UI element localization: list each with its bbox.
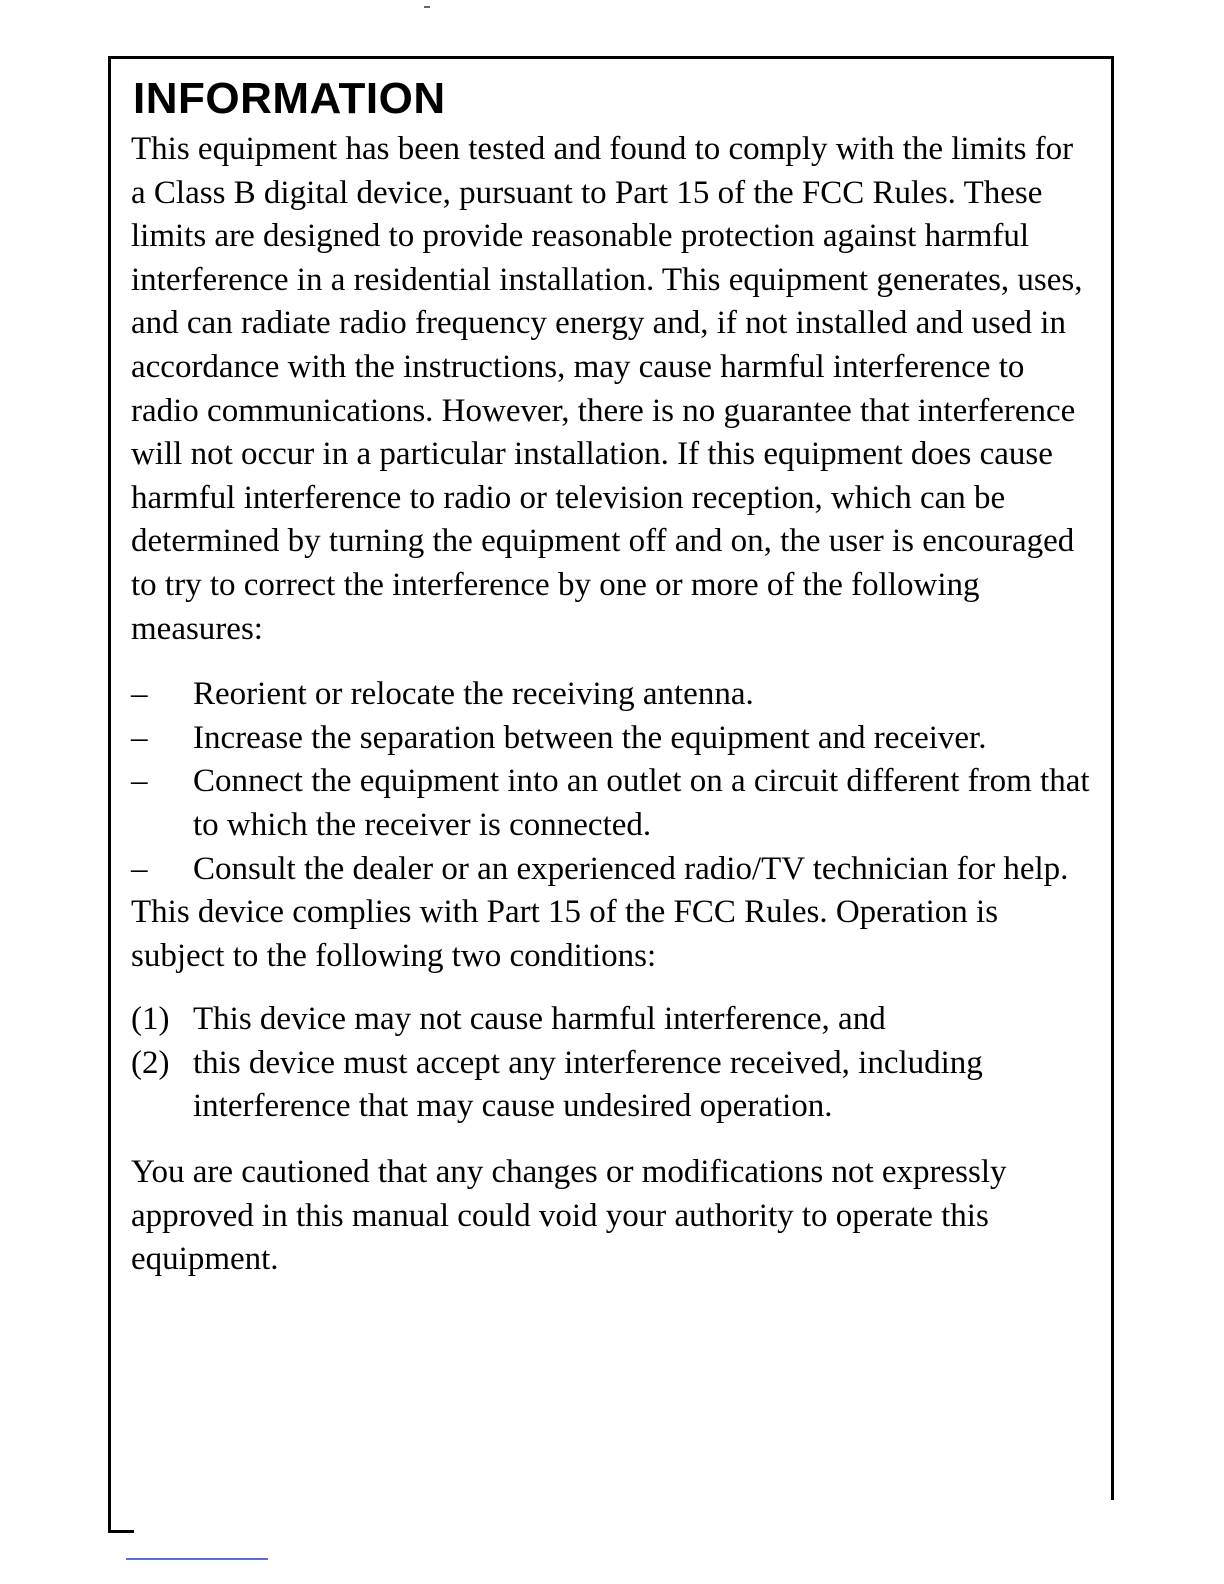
list-item	[131, 717, 1096, 761]
scan-artifact-mark	[424, 6, 430, 8]
measure-text: Increase the separation between the equipment and receiver.	[193, 719, 987, 756]
compliance-paragraph: This device complies with Part 15 of the FCC Rules. Operation is subject to the following two conditions:	[131, 894, 999, 974]
list-item	[131, 1042, 1096, 1129]
number-marker: (2)	[131, 1044, 170, 1081]
dash-marker: –	[131, 676, 148, 713]
list-item	[131, 760, 1096, 847]
frame-gap	[1108, 1500, 1118, 1540]
scan-artifact-line	[126, 1558, 268, 1560]
dash-marker: –	[131, 850, 148, 887]
condition-text: This device may not cause harmful interference, and	[193, 1001, 886, 1038]
list-item	[131, 848, 1096, 892]
caution-paragraph: You are cautioned that any changes or modifications not expressly approved in this manual could void your authority to operate this equipment.	[131, 1154, 1007, 1278]
measures-list	[131, 673, 1096, 891]
page-title: INFORMATION	[133, 74, 446, 123]
dash-marker: –	[131, 763, 148, 800]
intro-paragraph: This equipment has been tested and found to comply with the limits for a Class B digital device, pursuant to Part 15 of the FCC Rules. These limits are designed to provide reasonable protection against harmful interference in a residential installation. This equipment generates, uses, and can radiate radio frequency energy and, if not installed and used in accordance with the instructions, may cause harmful interference to radio communications. However, there is no guarantee that interference will not occur in a particular installation. If this equipment does cause harmful interference to radio or television reception, which can be determined by turning the equipment off and on, the user is encouraged to try to correct the interference by one or more of the following measures:	[131, 131, 1083, 647]
measure-text: Reorient or relocate the receiving antenna.	[193, 676, 754, 713]
information-content	[131, 72, 1096, 1282]
condition-text: this device must accept any interference received, including interference that may cause undesired operation.	[193, 1044, 983, 1125]
frame-bottom-tick	[108, 1530, 134, 1533]
dash-marker: –	[131, 719, 148, 756]
measure-text: Connect the equipment into an outlet on a circuit different from that to which the receiver is connected.	[193, 763, 1090, 843]
number-marker: (1)	[131, 1001, 170, 1038]
conditions-list	[131, 998, 1096, 1129]
measure-text: Consult the dealer or an experienced radio/TV technician for help.	[193, 850, 1069, 887]
list-item	[131, 673, 1096, 717]
list-item	[131, 998, 1096, 1042]
